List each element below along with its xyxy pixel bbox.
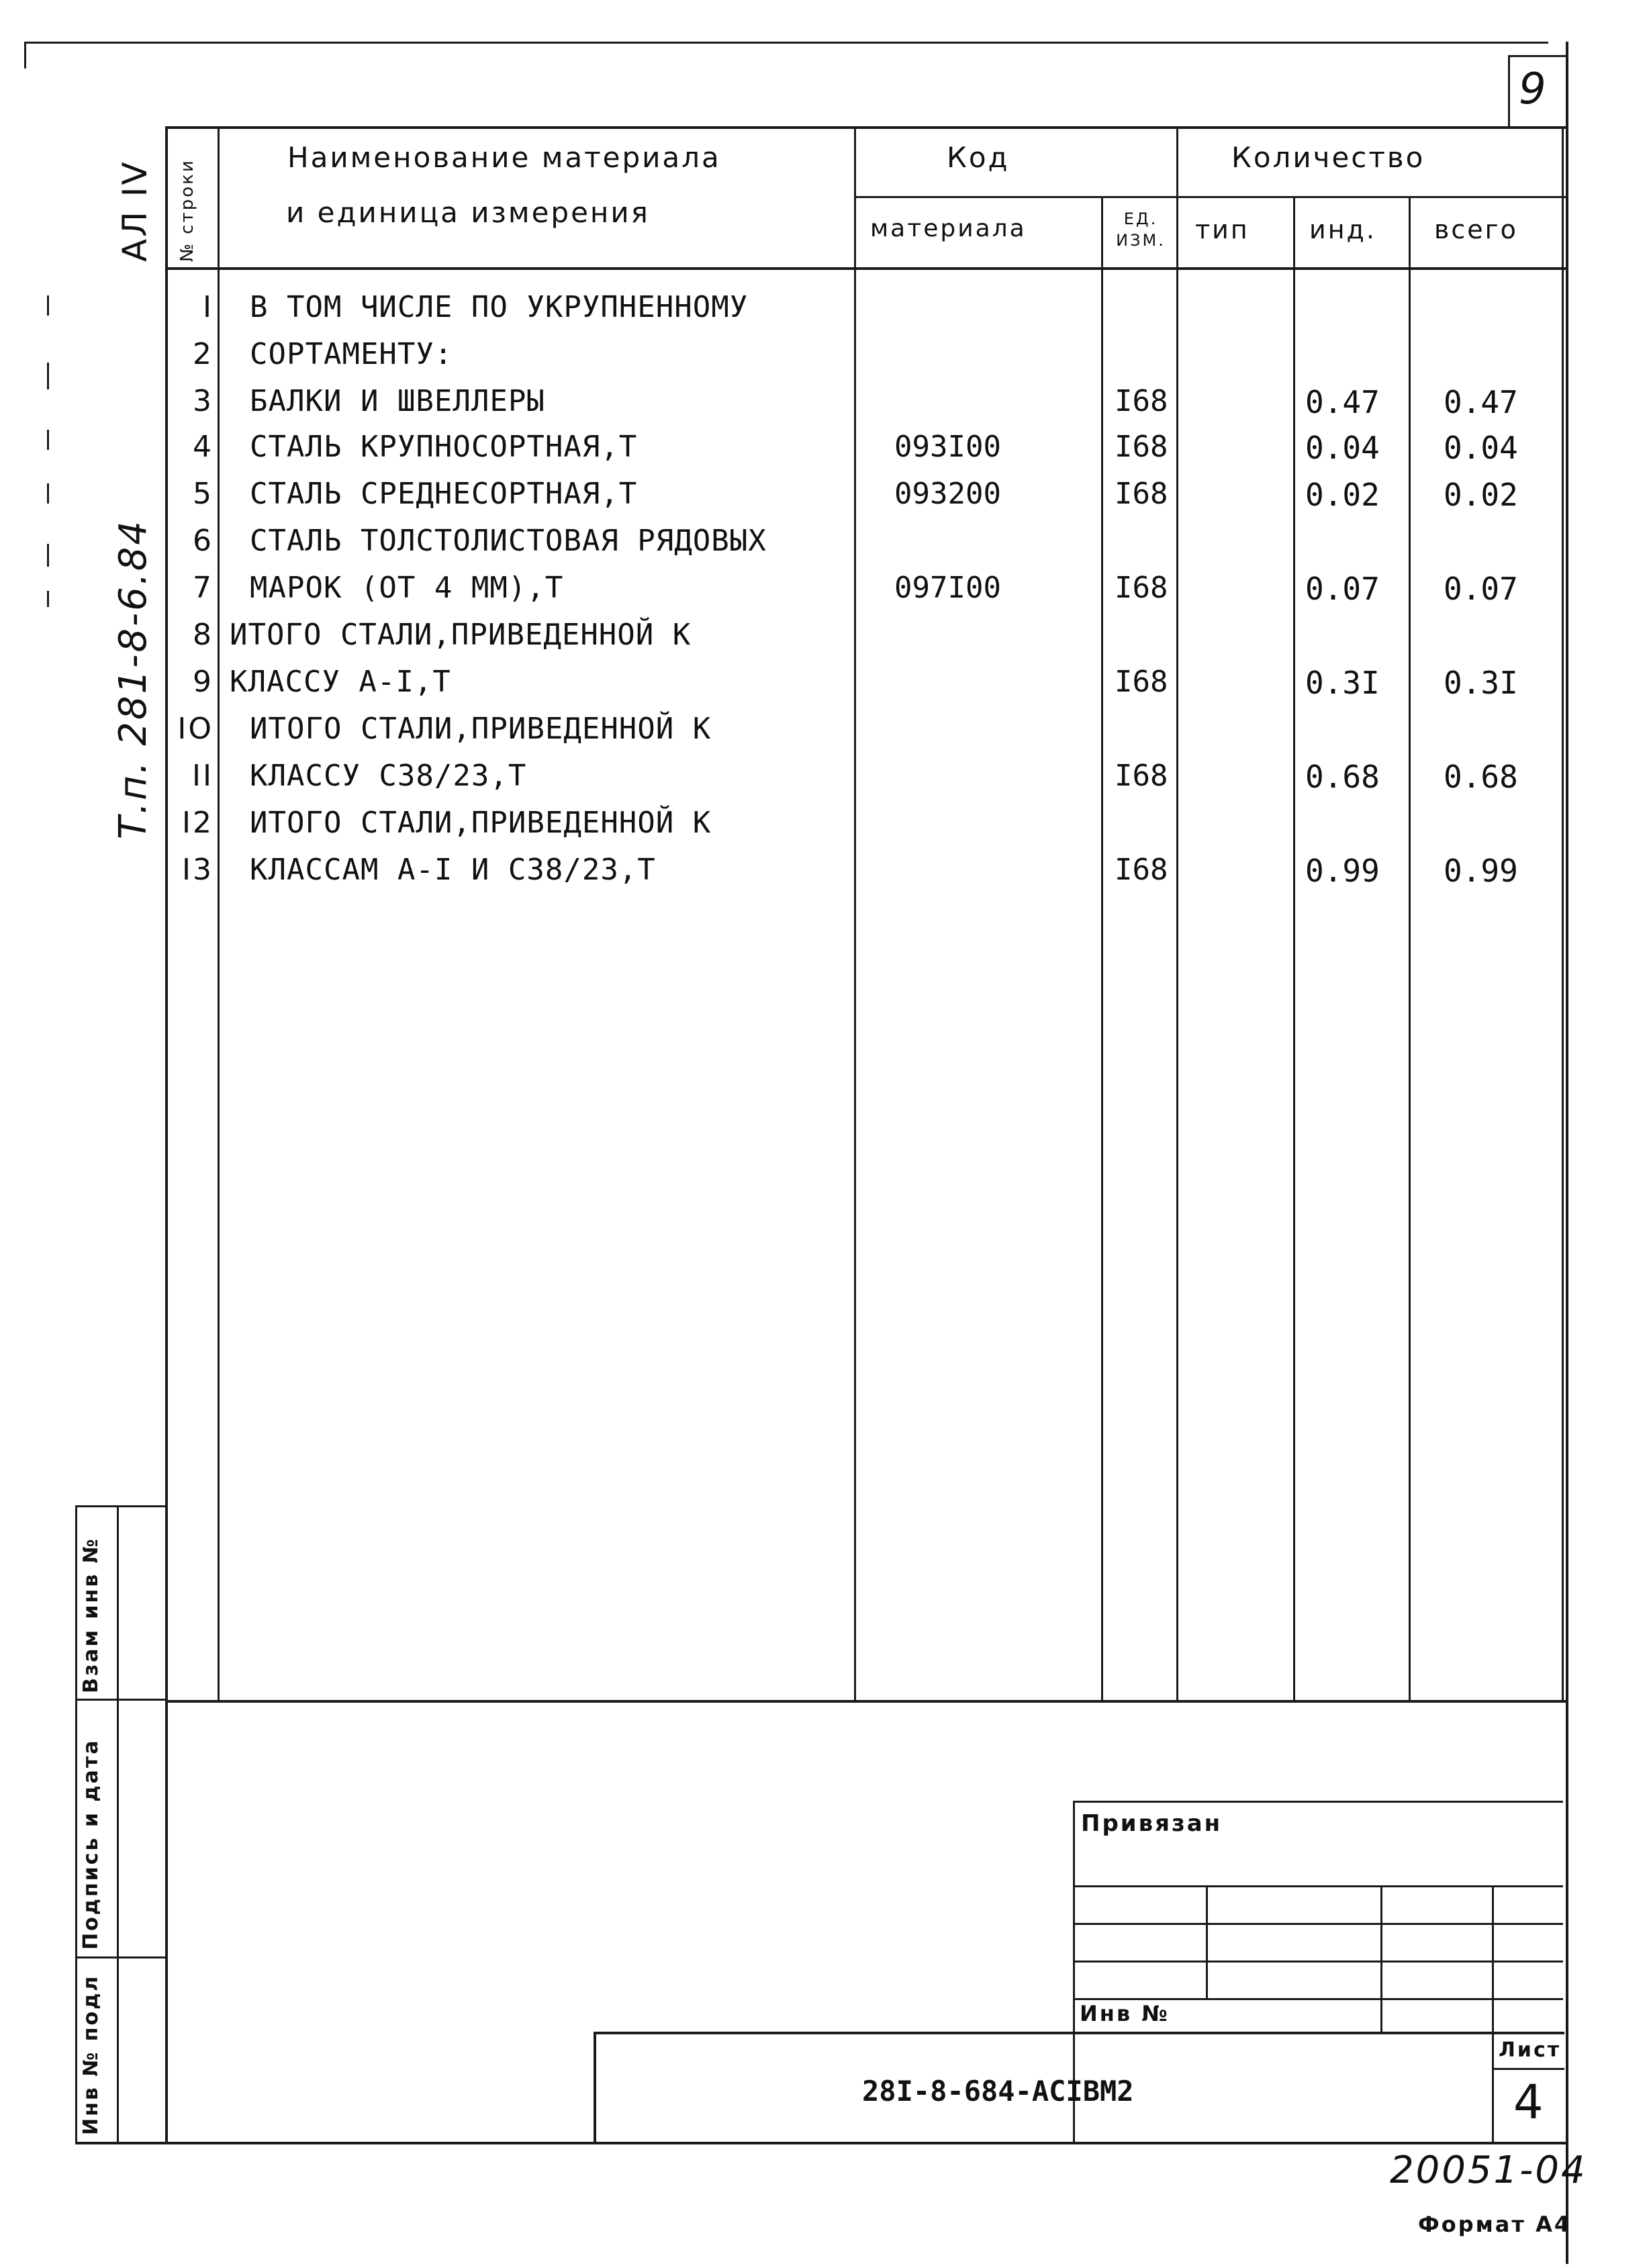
qty-individual: 0.99: [1305, 853, 1380, 889]
col-line-type: [1293, 196, 1295, 1701]
tb-grid-v2: [1380, 1885, 1382, 2034]
row-number: 8: [193, 618, 214, 652]
stamp-strip-div1: [75, 1699, 167, 1701]
tb-grid-v3: [1492, 1885, 1494, 2034]
tb-grid-h2: [1073, 1923, 1563, 1925]
row-number: 7: [193, 571, 214, 605]
col-line-left: [165, 126, 168, 2143]
margin-tick: [47, 591, 49, 607]
margin-tick: [47, 363, 49, 389]
col-line-ind: [1409, 196, 1411, 1701]
tb-grid-h4: [1073, 1998, 1563, 2000]
unit-code: I68: [1115, 853, 1168, 887]
row-number: IO: [177, 712, 214, 746]
material-name: КЛАССАМ А-I И С38/23,Т: [250, 853, 656, 887]
qty-total: 0.47: [1444, 384, 1518, 420]
header-row-no: № строки: [177, 158, 197, 262]
col-line-right: [1562, 126, 1564, 1701]
unit-code: I68: [1115, 430, 1168, 464]
frame-left: [24, 42, 26, 68]
qty-individual: 0.07: [1305, 571, 1380, 607]
row-number: I3: [182, 853, 214, 887]
header-code-material: материала: [870, 215, 1027, 242]
material-name: ИТОГО СТАЛИ,ПРИВЕДЕННОЙ К: [230, 618, 692, 652]
stamp-label-inv: Инв № подл: [79, 1974, 103, 2135]
title-block-attached: Привязан: [1081, 1810, 1223, 1837]
format-label: Формат А4: [1418, 2212, 1572, 2237]
frame-right: [1566, 42, 1568, 2264]
material-code: 093I00: [894, 430, 1001, 464]
material-code: 093200: [894, 477, 1001, 511]
archive-number: 20051-04: [1390, 2148, 1587, 2192]
row-number: 5: [193, 477, 214, 511]
material-code: 097I00: [894, 571, 1001, 605]
qty-total: 0.3I: [1444, 665, 1518, 701]
corner-box-top: [1508, 55, 1566, 57]
header-code-unit: ЕД. ИЗМ.: [1116, 209, 1166, 250]
row-number: 2: [193, 337, 214, 371]
table-bottom-line: [165, 1700, 1566, 1703]
material-name: МАРОК (ОТ 4 ММ),Т: [250, 571, 564, 605]
tb-sheet-left: [1492, 2032, 1494, 2143]
col-line-rowno: [218, 126, 220, 1701]
margin-tick: [47, 295, 49, 316]
header-qty-total: всего: [1434, 215, 1518, 244]
unit-code: I68: [1115, 384, 1168, 418]
qty-total: 0.04: [1444, 430, 1518, 466]
material-name: В ТОМ ЧИСЛЕ ПО УКРУПНЕННОМУ: [250, 290, 749, 324]
qty-total: 0.02: [1444, 477, 1518, 513]
sheet-corner-number: 9: [1519, 64, 1548, 114]
document-code: 28I-8-684-АСIВМ2: [862, 2075, 1134, 2108]
row-number: I2: [182, 806, 214, 840]
table-top-line: [165, 126, 1566, 129]
qty-individual: 0.02: [1305, 477, 1380, 513]
row-number: 3: [193, 384, 214, 418]
material-name: ИТОГО СТАЛИ,ПРИВЕДЕННОЙ К: [250, 712, 712, 746]
qty-individual: 0.47: [1305, 384, 1380, 420]
margin-tick: [47, 483, 49, 504]
sheet-label: Лист: [1499, 2038, 1562, 2062]
qty-individual: 0.68: [1305, 759, 1380, 795]
qty-individual: 0.04: [1305, 430, 1380, 466]
project-code: Т.п. 281-8-6.84: [111, 519, 155, 839]
stamp-strip-top: [75, 1505, 167, 1507]
col-line-name: [854, 126, 856, 1701]
stamp-label-replace: Взам инв №: [79, 1537, 103, 1693]
tb-main-left: [594, 2032, 596, 2143]
tb-attached-top: [1073, 1801, 1563, 1803]
corner-box-left: [1508, 55, 1510, 129]
col-line-material: [1101, 196, 1103, 1701]
header-quantity: Количество: [1231, 141, 1425, 174]
header-name-line2: и единица измерения: [286, 196, 650, 229]
header-code: Код: [947, 141, 1010, 174]
margin-tick: [47, 430, 49, 450]
frame-top: [24, 42, 1548, 44]
album-label: АЛ IV: [115, 160, 154, 262]
header-qty-ind: инд.: [1309, 215, 1376, 244]
row-number: 4: [193, 430, 214, 464]
row-number: 9: [193, 665, 214, 699]
stamp-strip-inner: [117, 1505, 119, 2143]
stamp-strip-outer: [75, 1505, 77, 2143]
header-name-line1: Наименование материала: [287, 141, 721, 174]
unit-code: I68: [1115, 665, 1168, 699]
material-name: БАЛКИ И ШВЕЛЛЕРЫ: [250, 384, 545, 418]
tb-main-top: [594, 2032, 1564, 2034]
tb-grid-h1: [1073, 1885, 1563, 1887]
row-number: II: [192, 759, 214, 793]
header-qty-type: тип: [1195, 215, 1250, 244]
qty-total: 0.07: [1444, 571, 1518, 607]
material-name: КЛАССУ А-I,Т: [230, 665, 451, 699]
left-stamp-bottom: [75, 2142, 1566, 2144]
stamp-strip-div2: [75, 1956, 167, 1958]
qty-total: 0.68: [1444, 759, 1518, 795]
tb-grid-v1: [1206, 1885, 1208, 1999]
material-name: ИТОГО СТАЛИ,ПРИВЕДЕННОЙ К: [250, 806, 712, 840]
material-name: СОРТАМЕНТУ:: [250, 337, 453, 371]
material-name: СТАЛЬ КРУПНОСОРТНАЯ,Т: [250, 430, 638, 464]
tb-grid-h3: [1073, 1960, 1563, 1963]
stamp-label-signature: Подпись и дата: [79, 1738, 103, 1950]
qty-individual: 0.3I: [1305, 665, 1380, 701]
header-bottom-line: [165, 267, 1566, 270]
qty-total: 0.99: [1444, 853, 1518, 889]
unit-code: I68: [1115, 477, 1168, 511]
tb-sheet-div: [1492, 2068, 1564, 2070]
row-number: 6: [193, 524, 214, 558]
sheet-number: 4: [1513, 2075, 1546, 2130]
material-name: СТАЛЬ ТОЛСТОЛИСТОВАЯ РЯДОВЫХ: [250, 524, 767, 558]
col-line-unit: [1176, 126, 1178, 1701]
subheader-line: [854, 196, 1566, 198]
row-number: I: [203, 290, 214, 324]
unit-code: I68: [1115, 571, 1168, 605]
material-name: СТАЛЬ СРЕДНЕСОРТНАЯ,Т: [250, 477, 638, 511]
title-block-inv-no: Инв №: [1080, 2001, 1170, 2026]
material-name: КЛАССУ С38/23,Т: [250, 759, 527, 793]
unit-code: I68: [1115, 759, 1168, 793]
margin-tick: [47, 544, 49, 567]
